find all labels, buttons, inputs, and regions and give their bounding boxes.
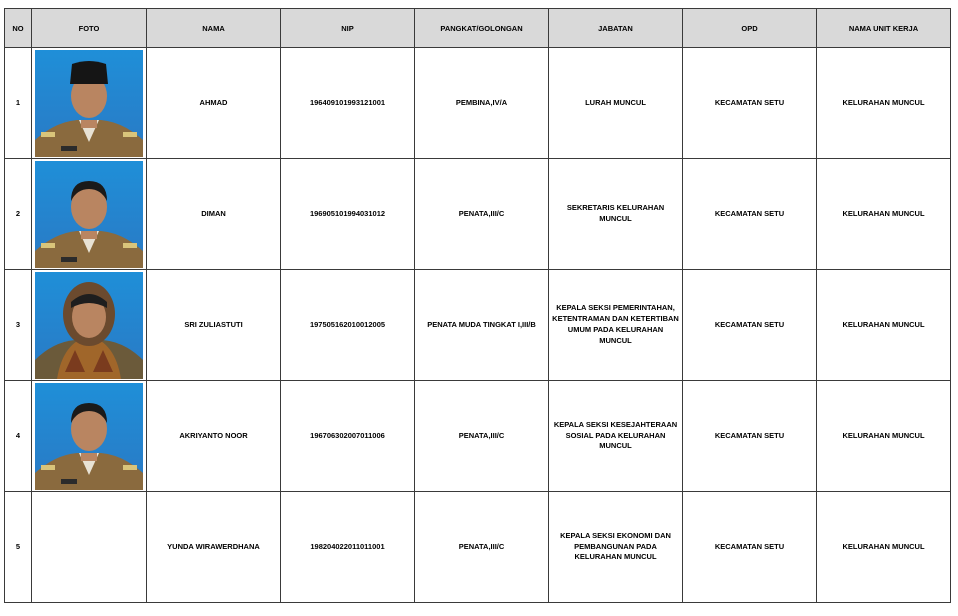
header-no: NO xyxy=(5,9,32,48)
cell-jabatan xyxy=(549,381,683,492)
table-header-row xyxy=(5,9,951,48)
cell-jabatan xyxy=(549,270,683,381)
header-jabatan: JABATAN xyxy=(549,9,683,48)
cell-unit-kerja xyxy=(817,48,951,159)
cell-no xyxy=(5,270,32,381)
cell-opd xyxy=(683,270,817,381)
cell-foto xyxy=(32,270,147,381)
table-row xyxy=(5,48,951,159)
cell-opd-text: KECAMATAN SETU xyxy=(714,208,785,218)
cell-nip-text: 196905101994031012 xyxy=(309,208,386,218)
cell-opd xyxy=(683,159,817,270)
cell-jabatan-text: KEPALA SEKSI EKONOMI DAN PEMBANGUNAN PADA KELURAHAN MUNCUL xyxy=(560,530,671,562)
cell-opd xyxy=(683,381,817,492)
cell-nip xyxy=(281,48,415,159)
cell-unit-kerja xyxy=(817,492,951,603)
cell-no-text: 5 xyxy=(15,541,21,551)
cell-unit-kerja-text: KELURAHAN MUNCUL xyxy=(842,319,925,329)
header-nama: NAMA xyxy=(147,9,281,48)
cell-pangkat-text: PENATA MUDA TINGKAT I,III/B xyxy=(427,319,536,329)
header-unit-kerja: NAMA UNIT KERJA xyxy=(817,9,951,48)
cell-no-text: 3 xyxy=(15,319,21,329)
cell-jabatan xyxy=(549,48,683,159)
cell-nama-text: DIMAN xyxy=(201,208,226,218)
cell-jabatan xyxy=(549,159,683,270)
employee-photo xyxy=(35,383,143,490)
cell-nip-text: 196409101993121001 xyxy=(309,97,386,107)
cell-no xyxy=(5,381,32,492)
cell-foto xyxy=(32,492,147,603)
cell-jabatan-text: LURAH MUNCUL xyxy=(585,97,646,107)
cell-jabatan xyxy=(549,492,683,603)
cell-pangkat-text: PENATA,III/C xyxy=(458,541,505,551)
cell-nip-text: 196706302007011006 xyxy=(310,430,385,440)
table-row xyxy=(5,159,951,270)
cell-no xyxy=(5,48,32,159)
cell-pangkat xyxy=(415,159,549,270)
employee-photo xyxy=(35,161,143,268)
cell-pangkat-text: PEMBINA,IV/A xyxy=(455,97,508,107)
cell-nama-text: YUNDA WIRAWERDHANA xyxy=(167,541,260,551)
cell-opd xyxy=(683,492,817,603)
cell-nip xyxy=(281,270,415,381)
cell-unit-kerja-text: KELURAHAN MUNCUL xyxy=(842,208,925,218)
cell-unit-kerja xyxy=(817,159,951,270)
cell-no-text: 2 xyxy=(15,208,21,218)
cell-nama xyxy=(147,381,281,492)
header-nip: NIP xyxy=(281,9,415,48)
cell-nip-text: 198204022011011001 xyxy=(310,541,385,551)
cell-unit-kerja-text: KELURAHAN MUNCUL xyxy=(842,97,925,107)
cell-nama xyxy=(147,48,281,159)
cell-unit-kerja-text: KELURAHAN MUNCUL xyxy=(842,541,925,551)
cell-nama-text: SRI ZULIASTUTI xyxy=(184,319,243,329)
cell-pangkat xyxy=(415,270,549,381)
cell-nama xyxy=(147,159,281,270)
cell-foto xyxy=(32,159,147,270)
table-row xyxy=(5,270,951,381)
cell-foto xyxy=(32,48,147,159)
cell-jabatan-text: KEPALA SEKSI PEMERINTAHAN, KETENTRAMAN DAN KETERTIBAN UMUM PADA KELURAHAN MUNCUL xyxy=(552,303,679,345)
table-row xyxy=(5,381,951,492)
header-foto: FOTO xyxy=(32,9,147,48)
cell-unit-kerja-text: KELURAHAN MUNCUL xyxy=(842,430,925,440)
cell-opd-text: KECAMATAN SETU xyxy=(714,319,785,329)
cell-nip-text: 197505162010012005 xyxy=(309,319,386,329)
cell-nip xyxy=(281,381,415,492)
header-opd: OPD xyxy=(683,9,817,48)
cell-no xyxy=(5,159,32,270)
cell-nama-text: AHMAD xyxy=(199,97,228,107)
cell-unit-kerja xyxy=(817,381,951,492)
cell-pangkat-text: PENATA,III/C xyxy=(458,430,505,440)
cell-no-text: 1 xyxy=(15,97,21,107)
cell-opd xyxy=(683,48,817,159)
cell-foto xyxy=(32,381,147,492)
cell-opd-text: KECAMATAN SETU xyxy=(714,97,785,107)
cell-nama xyxy=(147,270,281,381)
cell-no-text: 4 xyxy=(15,430,21,440)
employee-table xyxy=(4,8,951,603)
employee-photo xyxy=(35,50,143,157)
cell-pangkat-text: PENATA,III/C xyxy=(458,208,505,218)
table-row xyxy=(5,492,951,603)
cell-nip xyxy=(281,159,415,270)
cell-pangkat xyxy=(415,48,549,159)
cell-nama xyxy=(147,492,281,603)
cell-pangkat xyxy=(415,381,549,492)
header-pangkat: PANGKAT/GOLONGAN xyxy=(415,9,549,48)
cell-pangkat xyxy=(415,492,549,603)
cell-jabatan-text: SEKRETARIS KELURAHAN MUNCUL xyxy=(566,203,665,223)
cell-nip xyxy=(281,492,415,603)
cell-opd-text: KECAMATAN SETU xyxy=(714,541,785,551)
cell-no xyxy=(5,492,32,603)
cell-opd-text: KECAMATAN SETU xyxy=(714,430,785,440)
employee-photo xyxy=(35,272,143,379)
cell-unit-kerja xyxy=(817,270,951,381)
cell-nama-text: AKRIYANTO NOOR xyxy=(179,430,248,440)
cell-jabatan-text: KEPALA SEKSI KESEJAHTERAAN SOSIAL PADA KELURAHAN MUNCUL xyxy=(553,419,678,451)
